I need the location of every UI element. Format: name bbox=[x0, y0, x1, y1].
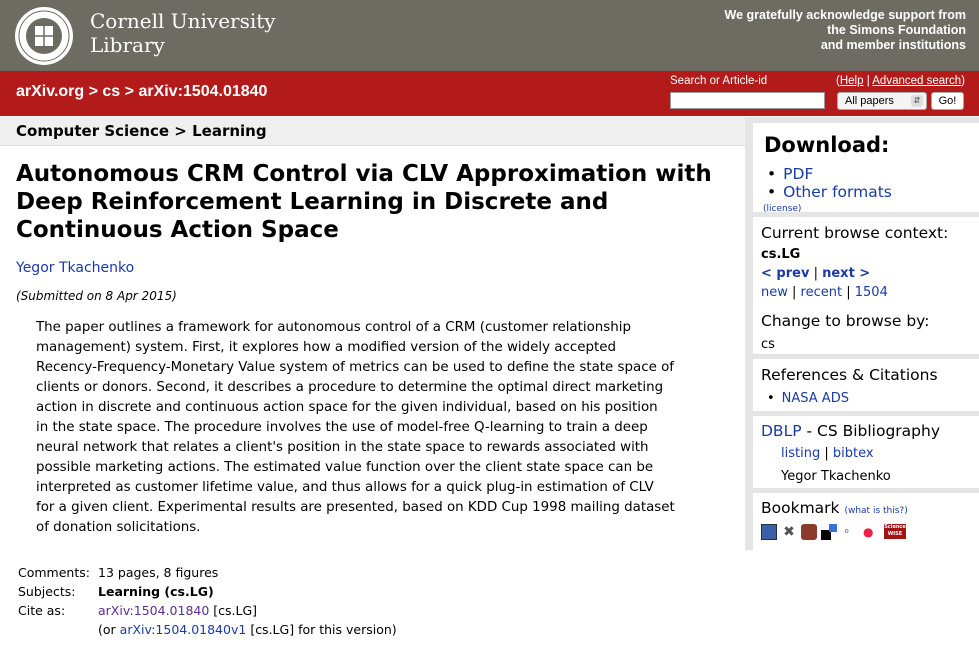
papers-select-value: All papers bbox=[845, 95, 894, 107]
dblp-suffix: - CS Bibliography bbox=[801, 422, 941, 440]
library-name-line2: Library bbox=[90, 33, 165, 57]
abstract-line: clients or donors. Second, it describes a procedure to determine the optimal direct marketing bbox=[36, 380, 664, 395]
library-name[interactable] bbox=[90, 9, 276, 57]
prev-next-row bbox=[761, 266, 870, 281]
what-is-this-link[interactable]: (what is this?) bbox=[844, 506, 908, 516]
new-link[interactable]: new bbox=[761, 285, 788, 300]
bullet-icon: • bbox=[767, 391, 775, 406]
cite-version-link[interactable]: arXiv:1504.01840v1 bbox=[119, 622, 247, 637]
browse-context-value: cs.LG bbox=[761, 247, 801, 262]
abstract-line: interpreted as customer lifetime value, and thus allows for a quick plug-in estimation of CLV bbox=[36, 480, 654, 495]
download-title: Download: bbox=[764, 133, 890, 157]
bookmark-box bbox=[753, 493, 979, 550]
arxiv-header bbox=[0, 71, 979, 116]
cite-version-suffix: for this version) bbox=[298, 622, 397, 637]
bullet-icon: • bbox=[767, 165, 777, 183]
pdf-item bbox=[767, 165, 813, 183]
separator: | bbox=[846, 285, 851, 300]
bibsonomy-icon[interactable] bbox=[761, 524, 777, 540]
change-browse-title: Change to browse by: bbox=[761, 312, 930, 330]
pdf-link[interactable]: PDF bbox=[783, 165, 814, 183]
bullet-icon: • bbox=[767, 183, 777, 201]
abstract-line: in the state space. The procedure involves the use of model-free Q-learning to train a deep bbox=[36, 420, 648, 435]
help-link[interactable]: Help bbox=[839, 75, 864, 87]
nasa-ads-item bbox=[767, 391, 849, 406]
search-input[interactable] bbox=[670, 92, 825, 109]
advanced-search-link[interactable]: Advanced search bbox=[872, 75, 962, 87]
separator: | bbox=[813, 266, 818, 281]
support-line: We gratefully acknowledge support from bbox=[724, 8, 966, 22]
abstract-line: for a given client. Experimental results are presented, based on KDD Cup 1998 mailing dataset bbox=[36, 500, 675, 515]
bibtex-link[interactable]: bibtex bbox=[832, 446, 874, 461]
comments-value: 13 pages, 8 figures bbox=[98, 565, 219, 580]
other-formats-link[interactable]: Other formats bbox=[783, 183, 892, 201]
sciencewise-icon[interactable]: Science WISE bbox=[884, 524, 906, 537]
references-box bbox=[753, 359, 979, 411]
bookmark-title: Bookmark bbox=[761, 499, 840, 517]
references-title: References & Citations bbox=[761, 366, 938, 384]
cite-label: Cite as: bbox=[18, 603, 66, 618]
subject-bar bbox=[0, 117, 745, 146]
citeulike-icon[interactable]: ✖ bbox=[783, 524, 795, 540]
paper-title: Autonomous CRM Control via CLV Approximation with Deep Reinforcement Learning in Discrete and Continuous Action Space bbox=[16, 161, 712, 243]
bookmark-title-row bbox=[761, 499, 908, 517]
author-link[interactable]: Yegor Tkachenko bbox=[16, 260, 135, 276]
breadcrumb[interactable]: arXiv.org > cs > arXiv:1504.01840 bbox=[16, 83, 268, 100]
license-link[interactable]: (license) bbox=[763, 204, 802, 214]
connotea-icon[interactable] bbox=[801, 524, 817, 540]
sidebar bbox=[745, 117, 979, 550]
library-header bbox=[0, 0, 979, 71]
separator: | bbox=[792, 285, 797, 300]
cornell-seal-icon[interactable] bbox=[14, 6, 74, 66]
browse-cs-link[interactable]: cs bbox=[761, 337, 775, 352]
abstract-line: neural network that relates a client's position in the state space to rewards associated with bbox=[36, 440, 649, 455]
separator: | bbox=[824, 446, 829, 461]
cite-row bbox=[18, 601, 397, 620]
cite-tag: [cs.LG] bbox=[213, 603, 258, 618]
listing-link[interactable]: listing bbox=[781, 446, 821, 461]
abstract-line: of donation solicitations. bbox=[36, 520, 201, 535]
subjects-value: Learning (cs.LG) bbox=[98, 584, 214, 599]
browse-context-title: Current browse context: bbox=[761, 224, 949, 242]
other-formats-item bbox=[767, 183, 892, 201]
library-name-line1: Cornell University bbox=[90, 9, 276, 33]
abstract-line: The paper outlines a framework for autonomous control of a CRM (customer relationship bbox=[36, 320, 631, 335]
nasa-ads-link[interactable]: NASA ADS bbox=[781, 391, 849, 406]
help-links: (Help | Advanced search) bbox=[836, 75, 965, 87]
support-message[interactable] bbox=[725, 8, 966, 53]
subject-breadcrumb: Computer Science > Learning bbox=[16, 122, 267, 140]
download-box bbox=[753, 123, 979, 212]
dblp-title bbox=[761, 422, 940, 440]
dblp-box bbox=[753, 416, 979, 488]
cite-id-link[interactable]: arXiv:1504.01840 bbox=[98, 603, 210, 618]
dblp-link[interactable]: DBLP bbox=[761, 422, 802, 440]
cite-version-prefix: (or bbox=[98, 622, 116, 637]
next-link[interactable]: next > bbox=[822, 266, 871, 281]
metadata-table bbox=[18, 563, 397, 639]
recent-link[interactable]: recent bbox=[800, 285, 843, 300]
abstract-line: action in discrete and continuous action space for the given individual, based on his position bbox=[36, 400, 658, 415]
cite-version-tag: [cs.LG] bbox=[250, 622, 295, 637]
dblp-author-link[interactable]: Yegor Tkachenko bbox=[781, 469, 891, 484]
support-line: and member institutions bbox=[820, 38, 966, 52]
abstract-line: possible marketing actions. The estimated value function over the client state space can be bbox=[36, 460, 654, 475]
search-label: Search or Article-id bbox=[670, 75, 768, 87]
abstract-line: Recency-Frequency-Monetary Value system of metrics can be used to define the state space of bbox=[36, 360, 674, 375]
comments-row bbox=[18, 563, 397, 582]
abstract bbox=[36, 318, 708, 538]
subjects-row bbox=[18, 582, 397, 601]
abstract-line: management) system. First, it explores how a modified version of the widely accepted bbox=[36, 340, 616, 355]
reddit-icon[interactable]: ● bbox=[863, 525, 874, 539]
chevron-updown-icon: ⇵ bbox=[911, 95, 923, 107]
comments-label: Comments: bbox=[18, 565, 90, 580]
mendeley-icon[interactable]: ⚬ bbox=[842, 525, 852, 538]
cite-version-row bbox=[18, 620, 397, 639]
month-link[interactable]: 1504 bbox=[854, 285, 888, 300]
listing-bibtex-row bbox=[781, 446, 874, 461]
go-button[interactable]: Go! bbox=[931, 92, 964, 110]
submission-date: (Submitted on 8 Apr 2015) bbox=[16, 289, 177, 303]
browse-context-box bbox=[753, 217, 979, 354]
support-line: the Simons Foundation bbox=[827, 23, 966, 37]
new-recent-row bbox=[761, 285, 888, 300]
subjects-label: Subjects: bbox=[18, 584, 76, 599]
prev-link[interactable]: < prev bbox=[761, 266, 810, 281]
papers-select[interactable] bbox=[837, 92, 927, 110]
digg-icon[interactable] bbox=[829, 524, 837, 532]
